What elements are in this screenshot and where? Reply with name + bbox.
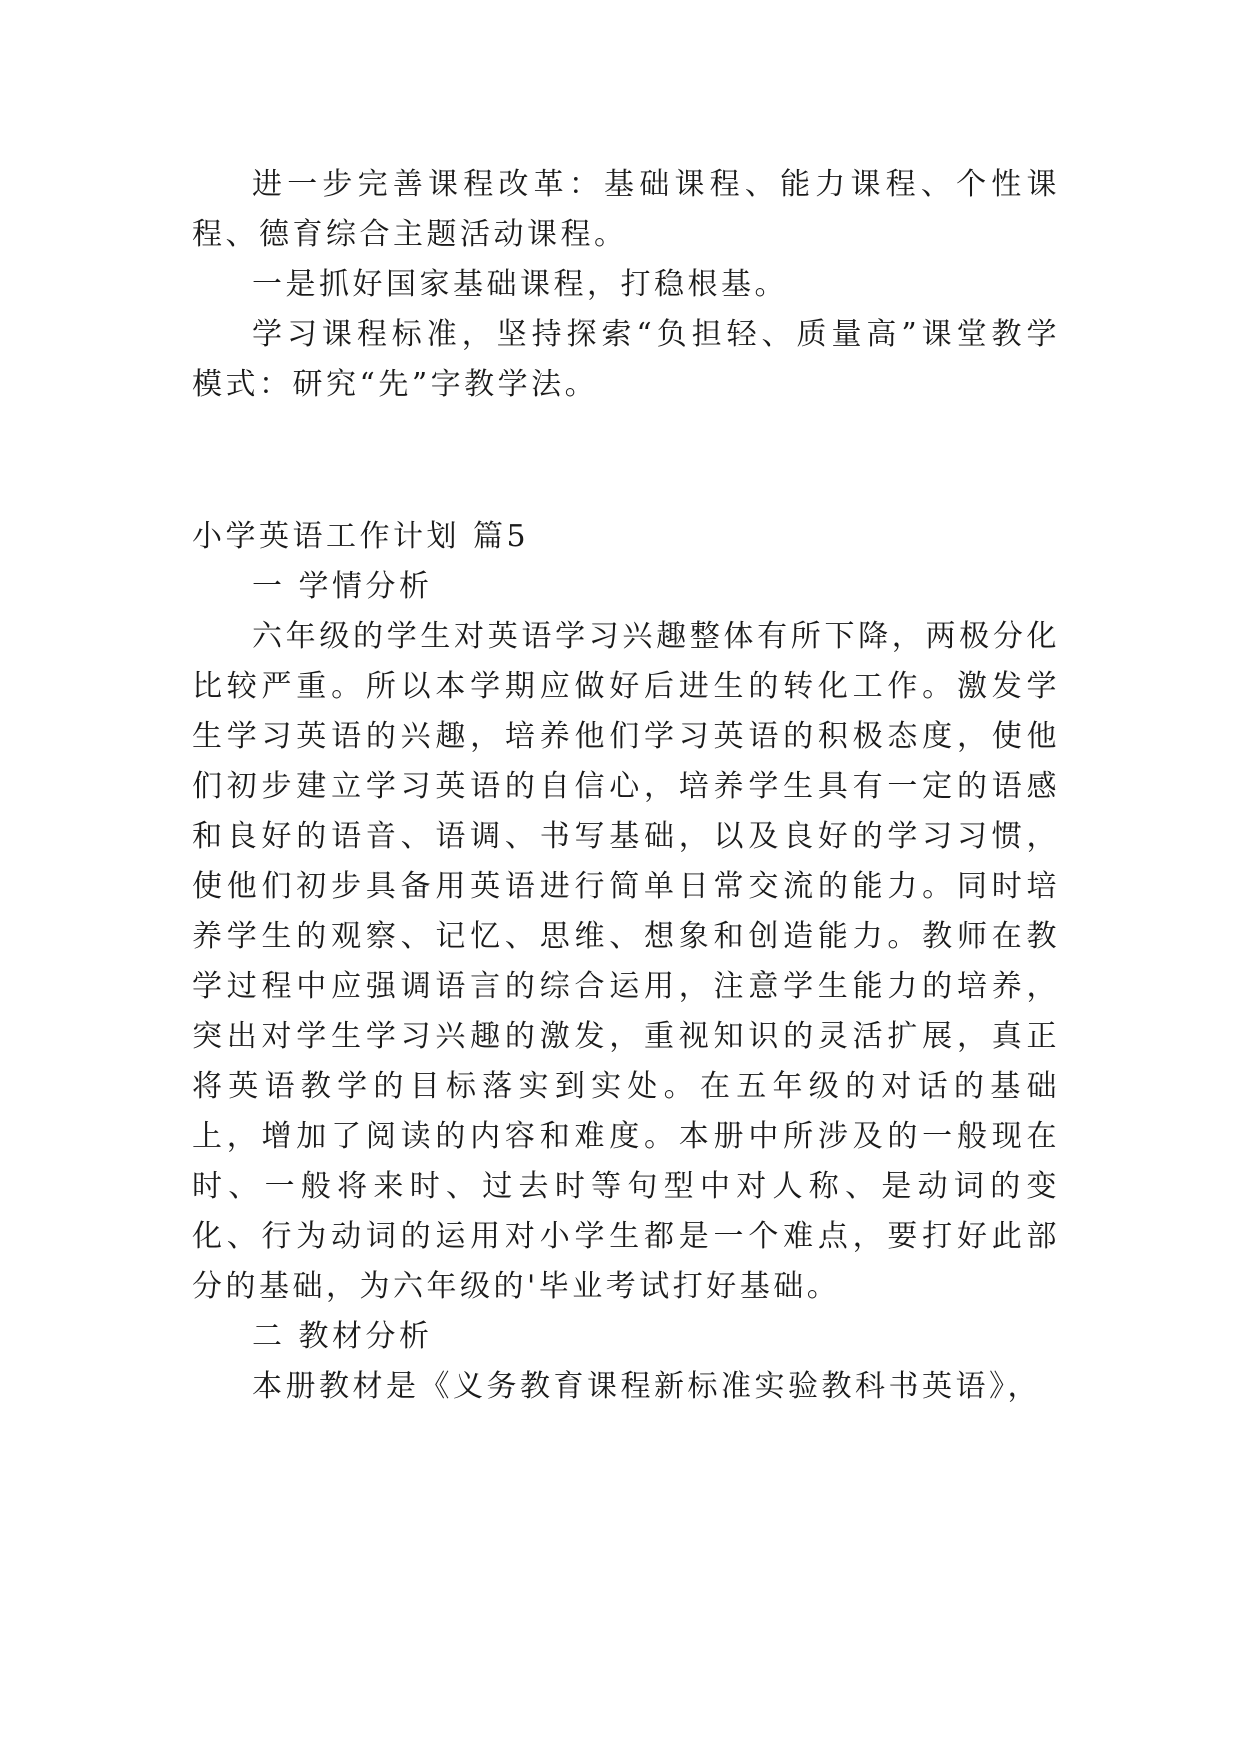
- paragraph-curriculum-standard: 学习课程标准，坚持探索“负担轻、质量高”课堂教学模式：研究“先”字教学法。: [192, 317, 1060, 402]
- section-title-student-analysis: 一 学情分析: [252, 569, 433, 604]
- paragraph-student-analysis: 六年级的学生对英语学习兴趣整体有所下降，两极分化比较严重。所以本学期应做好后进生的转化工作。激发学生学习英语的兴趣，培养他们学习英语的积极态度，使他们初步建立学习英语的自信心，培养学生具有一定的语感和良好的语音、语调、书写基础，以及良好的学习习惯，使他们初步具备用英语进行简单日常交流的能力。同时培养学生的观察、记忆、思维、想象和创造能力。教师在教学过程中应强调语言的综合运用，注意学生能力的培养，突出对学生学习兴趣的激发，重视知识的灵活扩展，真正将英语教学的目标落实到实处。在五年级的对话的基础上，增加了阅读的内容和难度。本册中所涉及的一般现在时、一般将来时、过去时等句型中对人称、是动词的变化、行为动词的运用对小学生都是一个难点，要打好此部分的基础，为六年级的'毕业考试打好基础。: [192, 619, 1060, 1304]
- paragraph-curriculum-reform: 进一步完善课程改革：基础课程、能力课程、个性课程、德育综合主题活动课程。: [192, 167, 1060, 252]
- paragraph-national-curriculum: 一是抓好国家基础课程，打稳根基。: [252, 267, 788, 302]
- section-title-textbook-analysis: 二 教材分析: [252, 1319, 433, 1354]
- paragraph-textbook-analysis: 本册教材是《义务教育课程新标准实验教科书英语》，: [252, 1369, 1041, 1404]
- document-heading: 小学英语工作计划 篇5: [192, 519, 530, 554]
- top-text-block: [192, 160, 1060, 410]
- main-text-block: [192, 512, 1060, 1412]
